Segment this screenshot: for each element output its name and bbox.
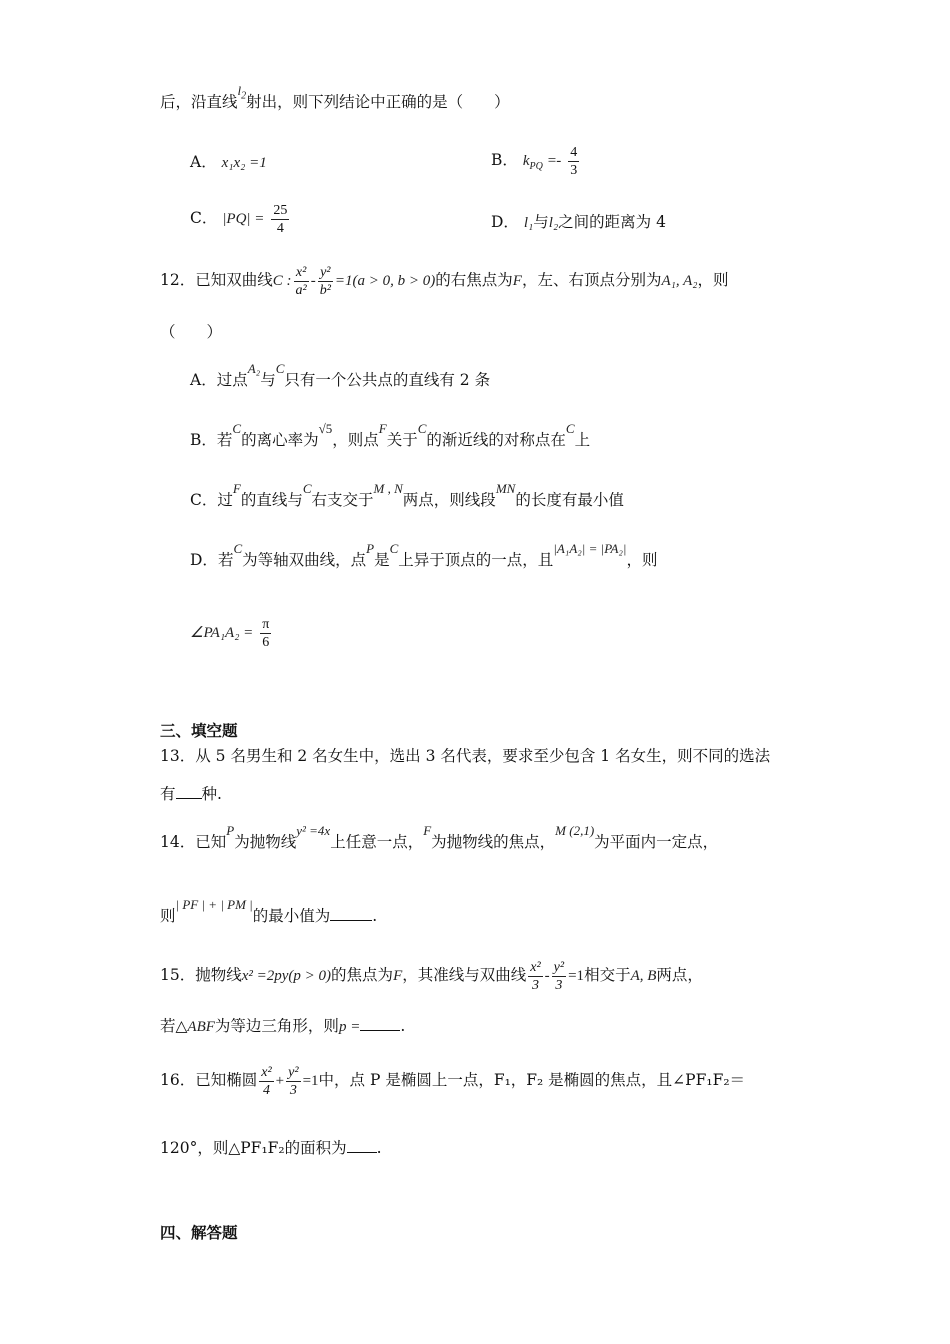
q11-option-a [190, 152, 267, 173]
answer-blank[interactable] [360, 1016, 400, 1031]
q15-minus: - [544, 968, 550, 984]
q15-p: p = [338, 1019, 361, 1035]
q11-option-d [491, 212, 666, 233]
q15-mid: 的焦点为 [331, 966, 394, 984]
option-label: C． [190, 491, 218, 509]
question-number: 15． [160, 966, 196, 984]
q15-pre2: 若△ [160, 1017, 188, 1035]
q12b-value: √5 [318, 421, 333, 436]
q15-pre: 抛物线 [195, 966, 242, 984]
q12-post: ，则 [697, 271, 729, 289]
option-c-fraction: $\frac{25}{4}$ [273, 202, 288, 236]
q14-focus: F [423, 823, 432, 838]
q12b-curve3: C [565, 421, 575, 436]
q12c-mid: 的直线与 [240, 491, 303, 509]
q13-text: 从 5 名男生和 2 名女生中，选出 3 名代表，要求至少包含 1 名女生，则不同的选法 [195, 747, 771, 765]
q12b-mid: 的离心率为 [241, 431, 319, 449]
q12b-pre: 若 [216, 431, 233, 449]
q12d-curve2: C [389, 541, 399, 556]
option-label: B． [491, 151, 518, 169]
q12-option-b [190, 421, 591, 451]
option-a-expr: x₁x₂ =1 [221, 155, 267, 171]
q12-minus: - [310, 273, 316, 289]
q12c-focus: F [232, 481, 241, 496]
q12d-pre: 若 [217, 551, 234, 569]
q14-post: 为平面内一定点， [594, 833, 719, 851]
q12-x-fraction: $\frac{\text{x²}}{\text{a²}}$ [295, 264, 307, 298]
q15-post: 两点， [656, 966, 703, 984]
q16-mid: 中，点 P 是椭圆上一点，F₁，F₂ 是椭圆的焦点，且∠PF₁F₂＝ [318, 1071, 746, 1089]
q14-mid2: 上任意一点， [330, 833, 424, 851]
q12-paren [160, 322, 222, 342]
section-title-fill-blank: 三、填空题 [160, 721, 238, 740]
answer-blank[interactable] [347, 1138, 377, 1153]
q12b-mid4: 的渐近线的对称点在 [426, 431, 566, 449]
section-title-solutions: 四、解答题 [160, 1223, 238, 1242]
q15-y-fraction: $\frac{\text{y²}}{3}$ [553, 959, 565, 993]
q12d-mid3: 上异于顶点的一点，且 [398, 551, 554, 569]
q12-stem [160, 258, 728, 303]
option-b-slope: $k_{PQ}$ [522, 153, 543, 172]
option-d-mid: 与 [533, 213, 549, 231]
q15-end: . [400, 1017, 406, 1035]
option-b-fraction: $\frac{4}{3}$ [570, 144, 578, 178]
q12b-curve2: C [417, 421, 427, 436]
question-number: 13． [160, 747, 196, 765]
q12c-post: 的长度有最小值 [515, 491, 624, 509]
q11-option-b [491, 140, 581, 187]
q15-eq1: =1 [568, 968, 585, 984]
q16-x-fraction: $\frac{\text{x²}}{4}$ [261, 1064, 272, 1098]
answer-blank[interactable] [176, 784, 202, 799]
q14-end: . [372, 907, 378, 925]
q12-mid: 的右焦点为 [435, 271, 513, 289]
question-number: 16． [160, 1071, 196, 1089]
q12-pre: 已知双曲线 [195, 271, 273, 289]
option-b-eq: =- [547, 153, 562, 169]
q12-option-d-angle [190, 612, 273, 653]
q12b-mid3: 关于 [386, 431, 418, 449]
option-label: A． [190, 153, 217, 171]
option-label: A． [190, 371, 217, 389]
q12-curve: C : [272, 273, 292, 289]
answer-blank[interactable] [330, 906, 372, 921]
q14-mid3: 为抛物线的焦点， [431, 833, 556, 851]
q12d-point: P [366, 541, 375, 556]
q12-condition: =1(a > 0, b > 0) [334, 273, 436, 289]
q16-plus: + [275, 1073, 285, 1089]
q15-x-fraction: $\frac{\text{x²}}{3}$ [530, 959, 541, 993]
q14-line1 [160, 823, 719, 853]
q12a-mid: 与 [260, 371, 276, 389]
q12c-points: M , N [373, 481, 403, 496]
q13-line1 [160, 746, 770, 766]
q16-line1 [160, 1052, 745, 1109]
q12d-angle: ∠PA₁A₂ = [190, 625, 254, 641]
q13-post: 种. [201, 785, 222, 803]
q12d-post: ，则 [626, 551, 658, 569]
q12b-post: 上 [574, 431, 591, 449]
q12-y-fraction: $\frac{\text{y²}}{\text{b²}}$ [319, 264, 331, 298]
q16-line2 [160, 1138, 382, 1158]
q16-pre2: 120°，则△PF₁F₂的面积为 [160, 1139, 347, 1157]
q12-focus: F [512, 273, 522, 289]
option-d-post: 之间的距离为 4 [558, 213, 666, 231]
q16-y-fraction: $\frac{\text{y²}}{3}$ [288, 1064, 299, 1098]
q14-point: P [226, 823, 235, 838]
q12-mid2: ，左、右顶点分别为 [521, 271, 662, 289]
answer-paren: （ ） [160, 323, 223, 341]
line-l2: l₂ [548, 215, 559, 231]
q12c-segment: MN [495, 481, 516, 496]
option-label: D． [190, 551, 218, 569]
q12d-fraction: $\frac{\pi}{6}$ [262, 616, 270, 650]
q15-line1 [160, 955, 703, 996]
q13-line2 [160, 784, 222, 804]
q15-line2 [160, 1016, 405, 1037]
q12a-pre: 过点 [216, 371, 248, 389]
q15-equation: x² =2py(p > 0) [241, 968, 332, 984]
q12c-pre: 过 [217, 491, 233, 509]
line-l1: l₁ [523, 215, 534, 231]
q16-end: . [376, 1139, 382, 1157]
q11-tail-pre: 后，沿直线 [160, 93, 238, 111]
q15-mid4: 为等边三角形，则 [214, 1017, 339, 1035]
q16-eq1: =1 [302, 1073, 319, 1089]
q14-fixed-point: M (2,1) [555, 823, 595, 838]
q12d-mid: 为等轴双曲线，点 [242, 551, 367, 569]
q11-option-c [190, 198, 291, 239]
q15-focus: F [393, 968, 403, 984]
q15-mid3: 相交于 [584, 966, 631, 984]
q15-mid2: ，其准线与双曲线 [402, 966, 527, 984]
q12c-curve: C [302, 481, 312, 496]
q12b-curve: C [232, 421, 242, 436]
q12-option-a [190, 361, 491, 391]
q14-pre2: 则 [160, 907, 176, 925]
q12c-mid2: 右支交于 [311, 491, 374, 509]
q12d-mid2: 是 [374, 551, 390, 569]
q12c-mid3: 两点，则线段 [402, 491, 496, 509]
q16-pre: 已知椭圆 [195, 1071, 258, 1089]
option-label: B． [190, 431, 217, 449]
option-label: C． [190, 209, 218, 227]
q14-post2: 的最小值为 [252, 907, 331, 925]
q14-expression: | PF | + | PM | [175, 897, 253, 912]
q12-vertices: A₁, A₂ [661, 273, 698, 289]
option-c-expr: |PQ| = [222, 211, 265, 227]
q15-triangle: ABF [187, 1019, 215, 1035]
q11-line-symbol: l2 [237, 83, 247, 102]
q12d-equation: |A₁A₂| = |PA₂| [553, 541, 627, 556]
q13-pre: 有 [160, 785, 176, 803]
q12-option-d [190, 541, 658, 571]
q12b-focus: F [378, 421, 387, 436]
question-number: 14． [160, 833, 196, 851]
q12-option-c [190, 481, 624, 511]
q12a-point: A₂ [247, 361, 261, 376]
q12a-curve: C [275, 361, 285, 376]
option-label: D． [491, 213, 519, 231]
q12d-curve: C [233, 541, 243, 556]
q11-tail-post: 射出，则下列结论中正确的是（ ） [246, 93, 510, 111]
q14-pre: 已知 [195, 833, 227, 851]
q12b-mid2: ，则点 [332, 431, 379, 449]
question-number: 12． [160, 271, 196, 289]
q15-points: A, B [630, 968, 657, 984]
q12a-post: 只有一个公共点的直线有 2 条 [284, 371, 491, 389]
q14-mid: 为抛物线 [234, 833, 297, 851]
q11-tail-line [160, 83, 510, 119]
q14-line2 [160, 897, 378, 927]
q14-equation: y² =4x [296, 823, 331, 838]
